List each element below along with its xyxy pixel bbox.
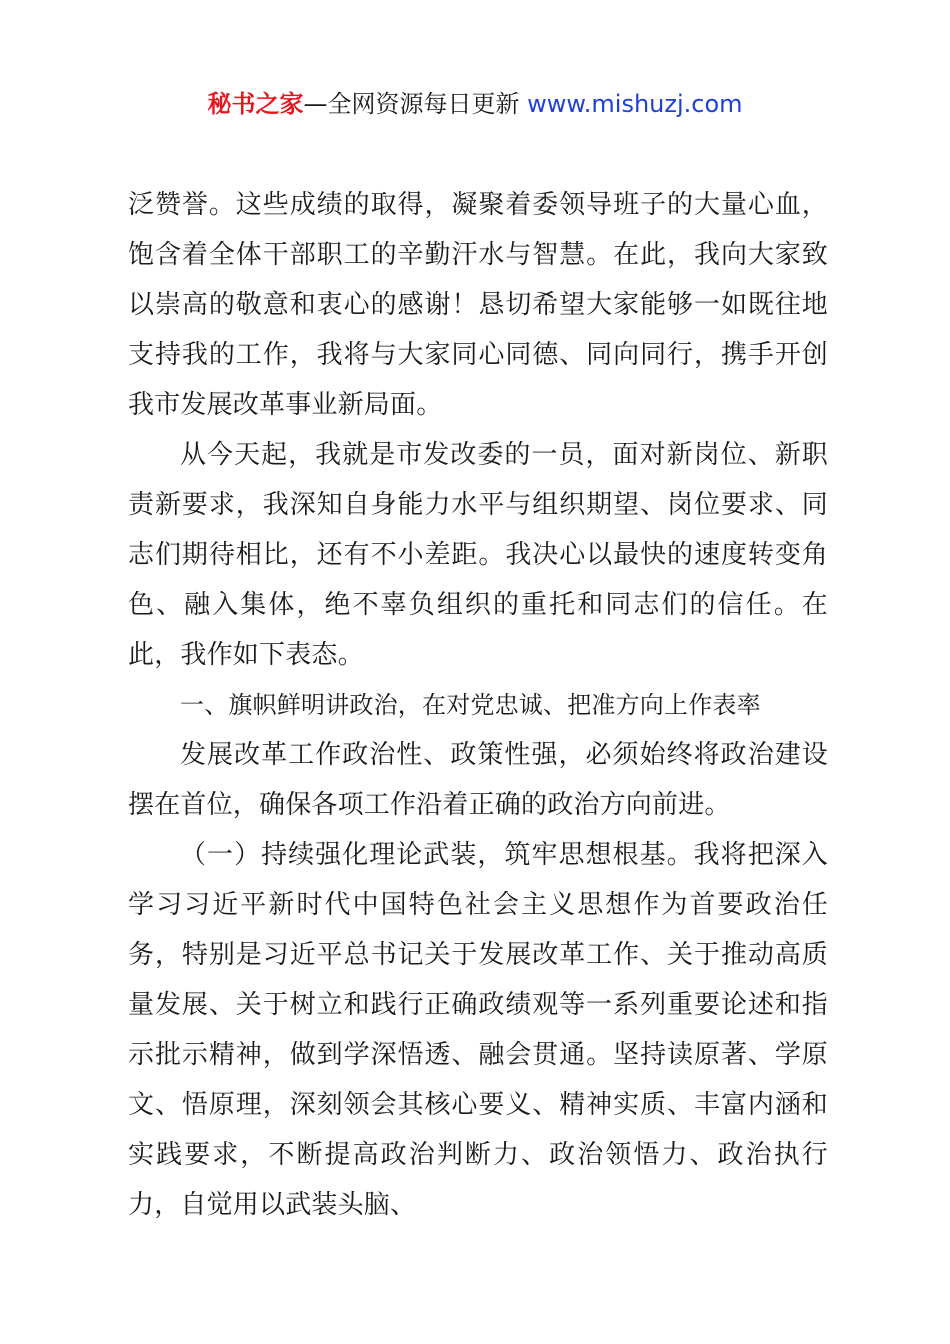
site-tagline: —全网资源每日更新: [303, 90, 528, 118]
site-brand: 秘书之家: [207, 90, 304, 118]
section-heading-1: 一、旗帜鲜明讲政治，在对党忠诚、把准方向上作表率: [180, 691, 761, 719]
paragraph-continued: 泛赞誉。这些成绩的取得，凝聚着委领导班子的大量心血，饱含着全体干部职工的辛勤汗水与智慧。在此，我向大家致以崇高的敬意和衷心的感谢！恳切希望大家能够一如既往地支持我的工作，我将与大家同心同德、同向同行，携手开创我市发展改革事业新局面。: [128, 190, 828, 420]
site-header: [0, 88, 950, 120]
document-body: [128, 180, 828, 1230]
paragraph-theory-study: （一）持续强化理论武装，筑牢思想根基。我将把深入学习习近平新时代中国特色社会主义思想作为首要政治任务，特别是习近平总书记关于发展改革工作、关于推动高质量发展、关于树立和践行正确政绩观等一系列重要论述和指示批示精神，做到学深悟透、融会贯通。坚持读原著、学原文、悟原理，深刻领会其核心要义、精神实质、丰富内涵和实践要求，不断提高政治判断力、政治领悟力、政治执行力，自觉用以武装头脑、: [128, 840, 828, 1220]
paragraph-political-work: 发展改革工作政治性、政策性强，必须始终将政治建设摆在首位，确保各项工作沿着正确的政治方向前进。: [128, 740, 828, 820]
site-url-link[interactable]: www.mishuzj.com: [527, 90, 743, 118]
paragraph-new-role: 从今天起，我就是市发改委的一员，面对新岗位、新职责新要求，我深知自身能力水平与组织期望、岗位要求、同志们期待相比，还有不小差距。我决心以最快的速度转变角色、融入集体，绝不辜负组织的重托和同志们的信任。在此，我作如下表态。: [128, 440, 828, 670]
